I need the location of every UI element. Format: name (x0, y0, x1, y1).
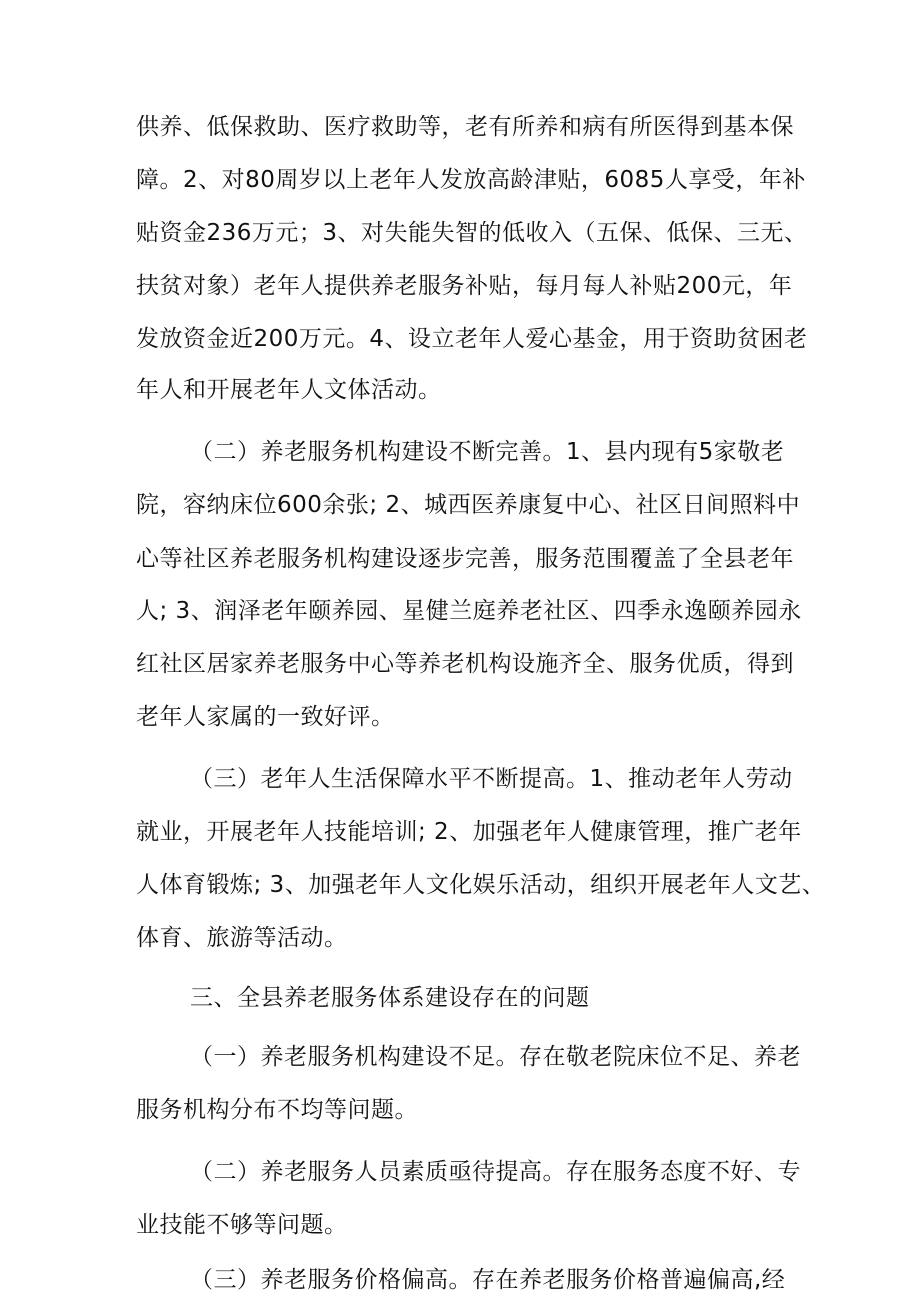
text-line: 发放资金近200万元。4、设立老年人爱心基金，用于资助贫困老 (136, 326, 808, 352)
text-line: 贴资金236万元；3、对失能失智的低收入（五保、低保、三无、 (136, 220, 808, 246)
chapter-heading: 三、全县养老服务体系建设存在的问题 (190, 985, 590, 1011)
section-heading: （二）养老服务人员素质亟待提高。存在服务态度不好、专 (190, 1159, 801, 1185)
section-heading: （三）养老服务价格偏高。存在养老服务价格普遍偏高,经 (190, 1267, 786, 1293)
text-line: 业技能不够等问题。 (136, 1212, 348, 1238)
section-heading: （一）养老服务机构建设不足。存在敬老院床位不足、养老 (190, 1044, 801, 1070)
text-line: 老年人家属的一致好评。 (136, 704, 395, 730)
text-line: 体育、旅游等活动。 (136, 925, 348, 951)
text-line: 人体育锻炼; 3、加强老年人文化娱乐活动，组织开展老年人文艺、 (136, 872, 826, 898)
section-heading: （二）养老服务机构建设不断完善。1、县内现有5家敬老 (190, 439, 785, 465)
text-line: 服务机构分布不均等问题。 (136, 1097, 418, 1123)
text-line: 障。2、对80周岁以上老年人发放高龄津贴，6085人享受，年补 (136, 167, 806, 193)
text-line: 人; 3、润泽老年颐养园、星健兰庭养老社区、四季永逸颐养园永 (136, 598, 802, 624)
text-line: 供养、低保救助、医疗救助等，老有所养和病有所医得到基本保 (136, 114, 794, 140)
section-heading: （三）老年人生活保障水平不断提高。1、推动老年人劳动 (190, 766, 793, 792)
text-line: 扶贫对象）老年人提供养老服务补贴，每月每人补贴200元，年 (136, 273, 793, 299)
text-line: 红社区居家养老服务中心等养老机构设施齐全、服务优质，得到 (136, 651, 794, 677)
text-line: 院，容纳床位600余张; 2、城西医养康复中心、社区日间照料中 (136, 492, 801, 518)
text-line: 心等社区养老服务机构建设逐步完善，服务范围覆盖了全县老年 (136, 546, 794, 572)
text-line: 就业，开展老年人技能培训; 2、加强老年人健康管理，推广老年 (136, 819, 802, 845)
text-line: 年人和开展老年人文体活动。 (136, 377, 442, 403)
